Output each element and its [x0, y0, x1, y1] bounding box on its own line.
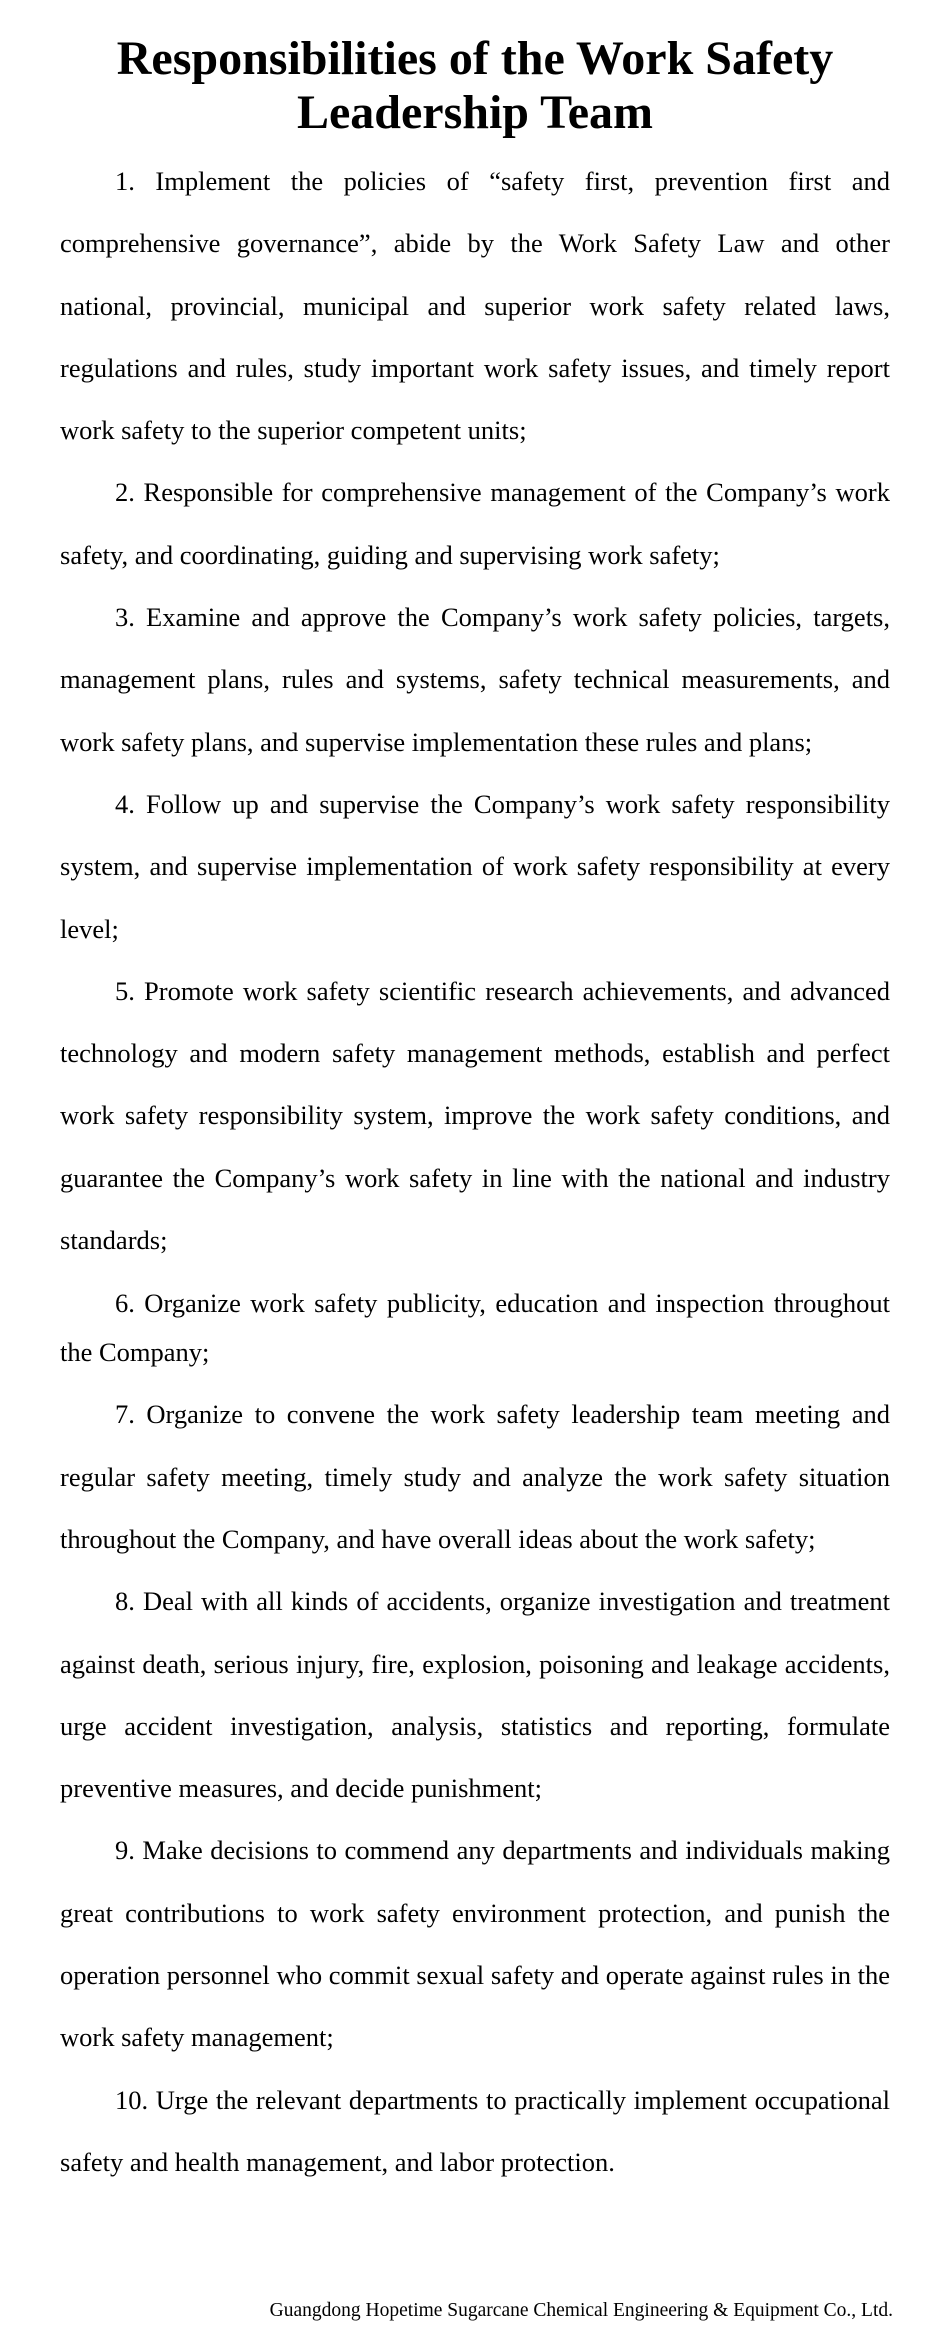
- responsibility-item-2: 2. Responsible for comprehensive management of the Company’s work safety, and coordinating, guiding and supervising work safety;: [60, 477, 890, 570]
- responsibility-item-9: 9. Make decisions to commend any departments and individuals making great contributions to work safety environment protection, and punish the operation personnel who commit sexual safety and operate against rules in the work safety management;: [60, 1835, 890, 2053]
- responsibility-item-8: 8. Deal with all kinds of accidents, organize investigation and treatment against death, serious injury, fire, explosion, poisoning and leakage accidents, urge accident investigation, analysis, statistics and reporting, formulate preventive measures, and decide punishment;: [60, 1586, 890, 1804]
- company-footer: Guangdong Hopetime Sugarcane Chemical Engineering & Equipment Co., Ltd.: [269, 2300, 893, 2321]
- responsibility-item-10: 10. Urge the relevant departments to practically implement occupational safety and health management, and labor protection.: [60, 2084, 890, 2177]
- responsibility-item-4: 4. Follow up and supervise the Company’s work safety responsibility system, and supervise implementation of work safety responsibility at every level;: [60, 788, 890, 944]
- responsibility-item-5: 5. Promote work safety scientific research achievements, and advanced technology and modern safety management methods, establish and perfect work safety responsibility system, improve the work safety conditions, and guarantee the Company’s work safety in line with the national and industry standards;: [60, 975, 890, 1256]
- responsibility-item-7: 7. Organize to convene the work safety leadership team meeting and regular safety meeting, timely study and analyze the work safety situation throughout the Company, and have overall ideas about the work safety;: [60, 1399, 890, 1554]
- responsibility-item-3: 3. Examine and approve the Company’s work safety policies, targets, management plans, rules and systems, safety technical measurements, and work safety plans, and supervise implementation these rules and plans;: [60, 602, 890, 757]
- responsibility-item-1: 1. Implement the policies of “safety first, prevention first and comprehensive governance”, abide by the Work Safety Law and other national, provincial, municipal and superior work safety related laws, regulations and rules, study important work safety issues, and timely report work safety to the superior competent units;: [60, 166, 890, 446]
- responsibility-list: [60, 150, 890, 2193]
- document-title: Responsibilities of the Work Safety Leadership Team: [116, 32, 834, 139]
- responsibility-item-6: 6. Organize work safety publicity, education and inspection throughout the Company;: [60, 1288, 890, 1368]
